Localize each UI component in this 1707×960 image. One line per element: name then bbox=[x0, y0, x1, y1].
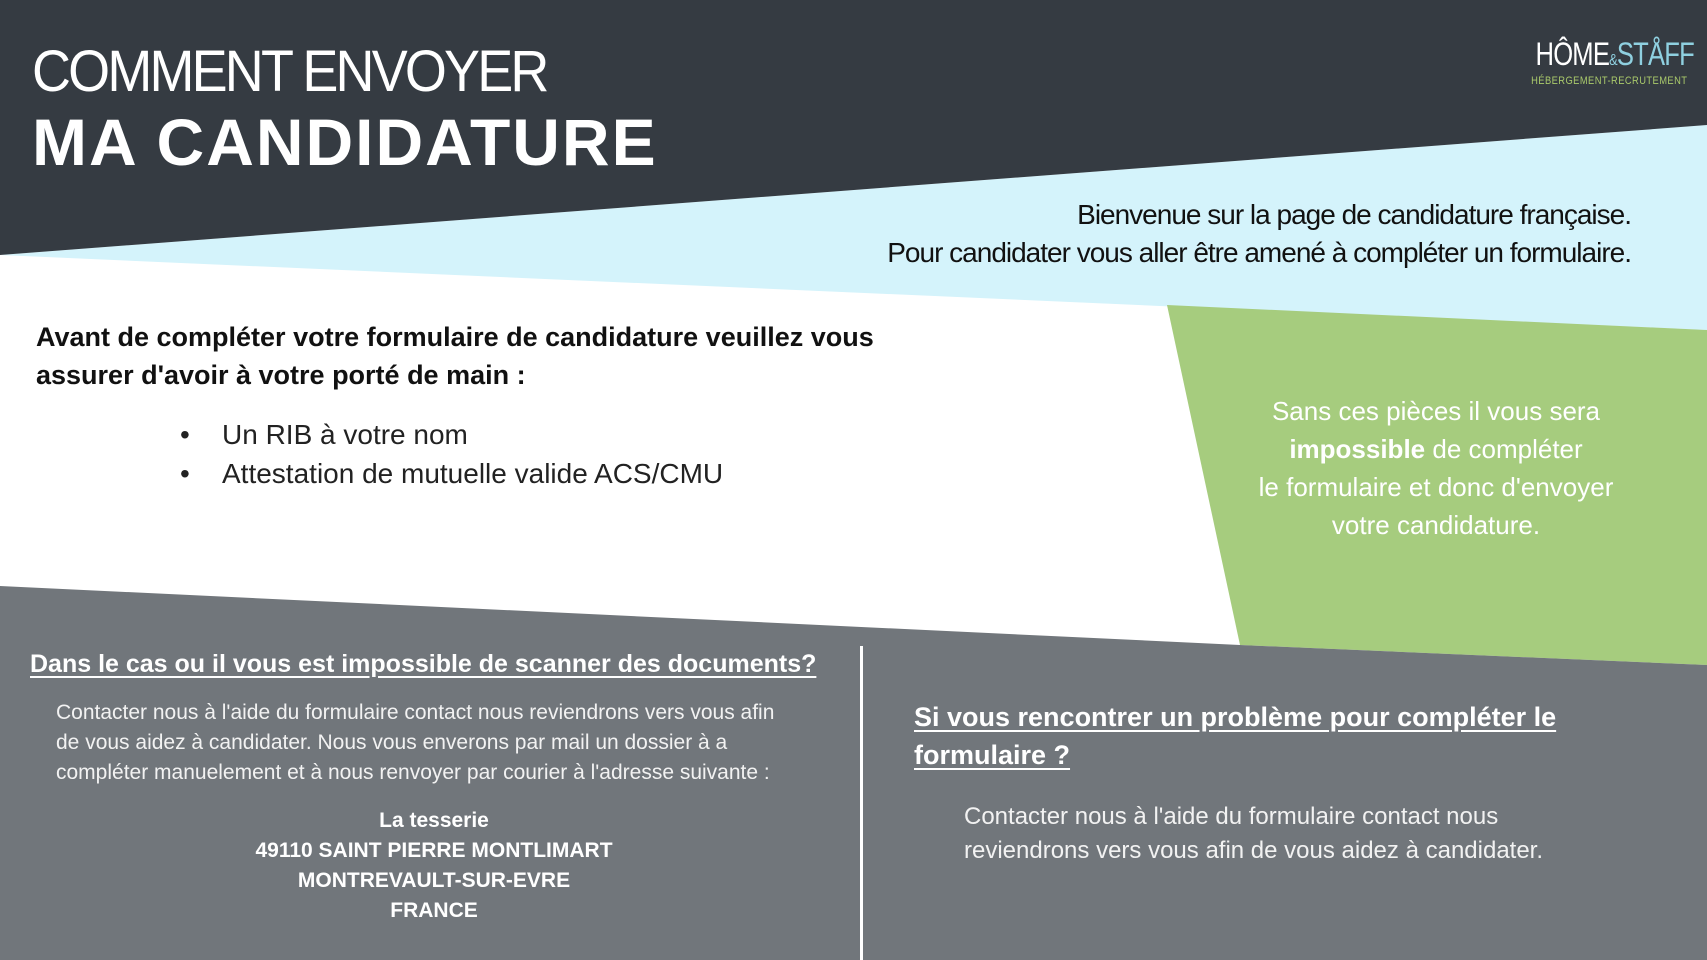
logo-name-part2: STÅFF bbox=[1616, 36, 1694, 72]
warning-line2-rest: de compléter bbox=[1425, 434, 1583, 464]
problem-heading-line2: formulaire ? bbox=[914, 740, 1071, 770]
warning-line4: votre candidature. bbox=[1331, 510, 1541, 540]
scan-text-line1: Contacter nous à l'aide du formulaire contact nous reviendrons vers vous afin bbox=[56, 701, 775, 724]
warning-message bbox=[1224, 392, 1648, 544]
problem-text-line1: Contacter nous à l'aide du formulaire contact nous bbox=[964, 803, 1499, 830]
requirements-intro-line1: Avant de compléter votre formulaire de candidature veuillez vous bbox=[36, 322, 874, 352]
problem-section-heading bbox=[914, 698, 1654, 774]
postal-address bbox=[180, 806, 688, 926]
warning-line1: Sans ces pièces il vous sera bbox=[1271, 396, 1601, 426]
welcome-line2: Pour candidater vous aller être amené à compléter un formulaire. bbox=[887, 237, 1631, 268]
address-line: La tesserie bbox=[379, 809, 489, 832]
warning-emphasis: impossible bbox=[1289, 434, 1426, 464]
warning-line2 bbox=[1224, 430, 1648, 468]
logo-tagline: HÉBERGEMENT-RECRUTEMENT bbox=[1531, 75, 1688, 87]
warning-line3: le formulaire et donc d'envoyer bbox=[1258, 472, 1614, 502]
requirements-list bbox=[180, 415, 723, 493]
logo-name-part1: HÔME bbox=[1535, 36, 1610, 72]
scan-text-line3: compléter manuelement et à nous renvoyer par courier à l'adresse suivante : bbox=[56, 761, 770, 784]
problem-section-text bbox=[964, 800, 1664, 868]
welcome-message bbox=[887, 196, 1631, 272]
page-title-line2: MA CANDIDATURE bbox=[32, 105, 658, 179]
address-line: FRANCE bbox=[390, 899, 478, 922]
brand-logo bbox=[1518, 24, 1693, 104]
requirements-intro bbox=[36, 318, 936, 394]
scan-section-text bbox=[56, 698, 856, 788]
scan-section-heading: Dans le cas ou il vous est impossible de scanner des documents? bbox=[30, 650, 817, 678]
logo-wordmark bbox=[1535, 36, 1694, 73]
address-line: 49110 SAINT PIERRE MONTLIMART bbox=[255, 839, 613, 862]
page-title-line1: COMMENT ENVOYER bbox=[32, 39, 547, 104]
section-divider bbox=[860, 646, 863, 960]
welcome-line1: Bienvenue sur la page de candidature française. bbox=[1077, 199, 1631, 230]
list-item: • Un RIB à votre nom bbox=[180, 415, 723, 454]
requirements-intro-line2: assurer d'avoir à votre porté de main : bbox=[36, 360, 526, 390]
problem-heading-line1: Si vous rencontrer un problème pour compléter le bbox=[914, 702, 1557, 732]
problem-text-line2: reviendrons vers vous afin de vous aidez à candidater. bbox=[964, 837, 1544, 864]
list-item: • Attestation de mutuelle valide ACS/CMU bbox=[180, 454, 723, 493]
address-line: MONTREVAULT-SUR-EVRE bbox=[297, 869, 571, 892]
scan-text-line2: de vous aidez à candidater. Nous vous enverons par mail un dossier à a bbox=[56, 731, 728, 754]
logo-ampersand: & bbox=[1609, 52, 1617, 69]
